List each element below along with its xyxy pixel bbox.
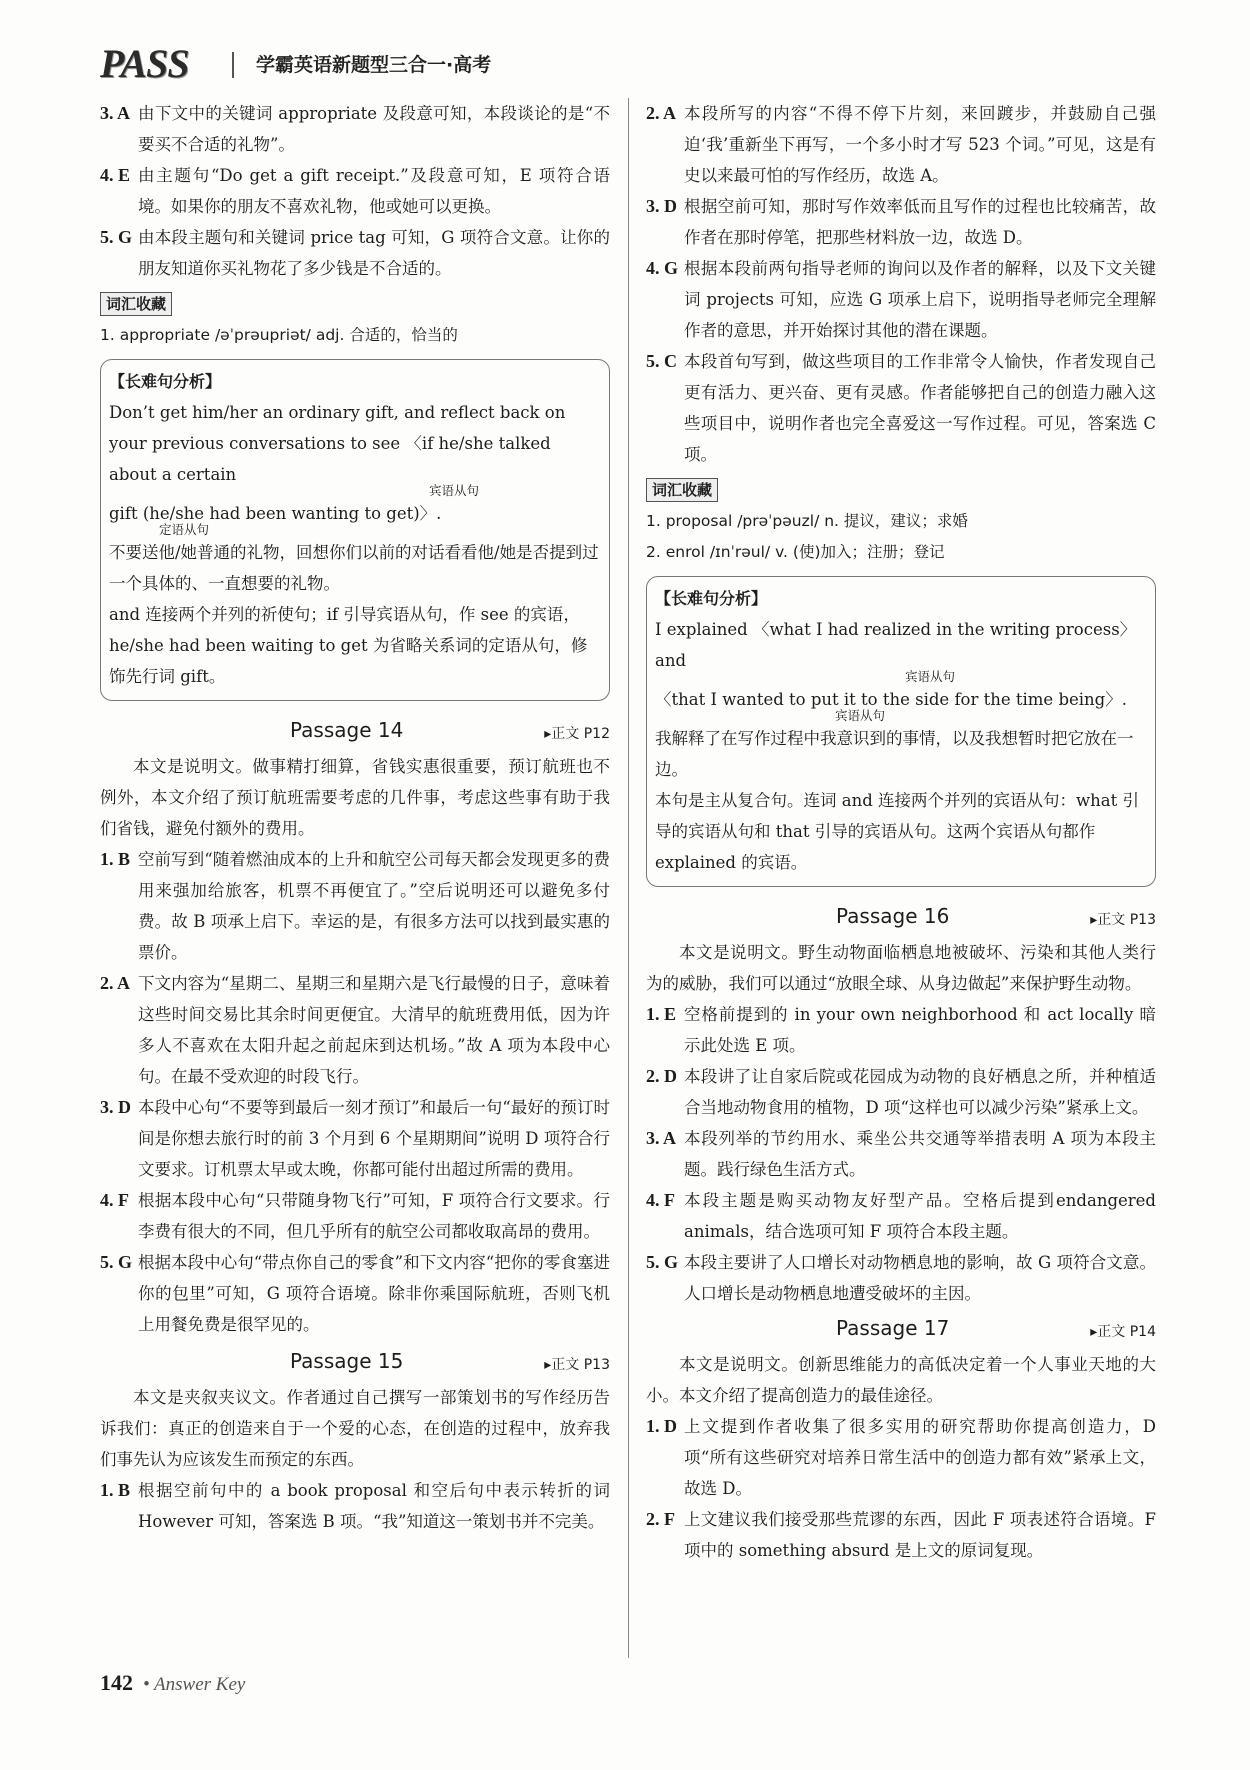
answer-item: 2. A 下文内容为“星期二、星期三和星期六是飞行最慢的日子，意味着这些时间交易比其余时间更便宜。大清早的航班费用低，因为许多人不喜欢在太阳升起之前起床到达机场。”故 A 项为本段中心句。在最不受欢迎的时段飞行。 <box>100 973 610 1086</box>
sentence-line: gift (he/she had been wanting to get)〉. <box>109 504 442 523</box>
sentence-line: 〈that I wanted to put it to the side for the time being〉. <box>655 690 1127 709</box>
passage-ref: ▸正文 P13 <box>544 1357 610 1373</box>
answer-item: 1. B 空前写到“随着燃油成本的上升和航空公司每天都会发现更多的费用来强加给旅客，机票不再便宜了。”空后说明还可以避免多付费。故 B 项承上启下。幸运的是，有很多方法可以找到最实惠的票价。 <box>100 849 610 962</box>
answer-item: 3. A 由下文中的关键词 appropriate 及段意可知，本段谈论的是“不要买不合适的礼物”。 <box>100 103 610 154</box>
answer-item: 1. D 上文提到作者收集了很多实用的研究帮助你提高创造力，D 项“所有这些研究对培养日常生活中的创造力都有效”紧承上文，故选 D。 <box>646 1416 1156 1498</box>
clause-note: 定语从句 <box>159 522 210 537</box>
translation: 不要送他/她普通的礼物，回想你们以前的对话看看他/她是否提到过一个具体的、一直想要的礼物。 <box>109 543 599 593</box>
sentence-analysis-box <box>646 576 1156 887</box>
translation: 我解释了在写作过程中我意识到的事情，以及我想暂时把它放在一边。 <box>655 729 1134 779</box>
answer-item: 4. G 根据本段前两句指导老师的询问以及作者的解释，以及下文关键词 projects 可知，应选 G 项承上启下，说明指导老师完全理解作者的意思，并开始探讨其他的潜在课题。 <box>646 258 1156 340</box>
answer-item: 3. A 本段列举的节约用水、乘坐公共交通等举措表明 A 项为本段主题。践行绿色生活方式。 <box>646 1128 1156 1179</box>
answer-item: 4. F 根据本段中心句“只带随身物飞行”可知，F 项符合行文要求。行李费有很大的不同，但几乎所有的航空公司都收取高昂的费用。 <box>100 1190 610 1241</box>
answer-item: 5. G 根据本段中心句“带点你自己的零食”和下文内容“把你的零食塞进你的包里”可知，G 项符合语境。除非你乘国际航班，否则飞机上用餐免费是很罕见的。 <box>100 1252 610 1334</box>
passage-heading <box>100 711 610 751</box>
answer-item: 3. D 本段中心句“不要等到最后一刻才预订”和最后一句“最好的预订时间是你想去旅行时的前 3 个月到 6 个星期期间”说明 D 项符合行文要求。订机票太早或太晚，你都可能付出超过所需的费用。 <box>100 1097 610 1179</box>
passage-title: Passage 14 <box>290 718 404 742</box>
passage-intro: 本文是说明文。做事精打细算，省钱实惠很重要，预订航班也不例外，本文介绍了预订航班需要考虑的几件事，考虑这些事有助于我们省钱，避免付额外的费用。 <box>100 757 610 838</box>
passage-heading <box>646 897 1156 937</box>
page-number: 142 <box>100 1670 133 1695</box>
passage-heading <box>646 1309 1156 1349</box>
vocab-entry: 2. enrol /ɪnˈrəul/ v. (使)加入；注册；登记 <box>646 543 945 561</box>
passage-ref: ▸正文 P12 <box>544 726 610 742</box>
passage-title: Passage 17 <box>836 1316 950 1340</box>
page-header <box>100 40 1160 90</box>
passage-ref: ▸正文 P14 <box>1090 1324 1156 1340</box>
vocab-entry: 1. proposal /prəˈpəuzl/ n. 提议，建议；求婚 <box>646 512 968 530</box>
sentence-line: Don’t get him/her an ordinary gift, and reflect back on your previous conversations to see 〈if he/she talked about a certain <box>109 403 566 484</box>
answer-item: 2. D 本段讲了让自家后院或花园成为动物的良好栖息之所，并种植适合当地动物食用的植物，D 项“这样也可以减少污染”紧承上文。 <box>646 1066 1156 1117</box>
answer-item: 2. A 本段所写的内容“不得不停下片刻，来回踱步，并鼓励自己强迫‘我’重新坐下再写，一个多小时才写 523 个词。”可见，这是有史以来最可怕的写作经历，故选 A。 <box>646 103 1156 185</box>
analysis: and 连接两个并列的祈使句；if 引导宾语从句，作 see 的宾语，he/she had been waiting to get 为省略关系词的定语从句，修饰先行词 gift。 <box>109 605 588 686</box>
answer-item: 3. D 根据空前可知，那时写作效率低而且写作的过程也比较痛苦，故作者在那时停笔，把那些材料放一边，故选 D。 <box>646 196 1156 247</box>
left-column <box>100 98 610 1537</box>
answer-item: 5. G 本段主要讲了人口增长对动物栖息地的影响，故 G 项符合文意。人口增长是动物栖息地遭受破坏的主因。 <box>646 1252 1156 1303</box>
answer-item: 4. E 由主题句“Do get a gift receipt.”及段意可知，E 项符合语境。如果你的朋友不喜欢礼物，他或她可以更换。 <box>100 165 610 216</box>
column-divider <box>628 98 629 1658</box>
vocab-entry: 1. appropriate /əˈprəupriət/ adj. 合适的，恰当的 <box>100 326 458 344</box>
answer-item: 5. G 由本段主题句和关键词 price tag 可知，G 项符合文意。让你的朋友知道你买礼物花了多少钱是不合适的。 <box>100 227 610 278</box>
footer-label: • Answer Key <box>143 1674 246 1695</box>
passage-ref: ▸正文 P13 <box>1090 912 1156 928</box>
answer-item: 1. E 空格前提到的 in your own neighborhood 和 act locally 暗示此处选 E 项。 <box>646 1004 1156 1055</box>
vocab-heading: 词汇收藏 <box>646 478 718 502</box>
passage-intro: 本文是夹叙夹议文。作者通过自己撰写一部策划书的写作经历告诉我们：真正的创造来自于一个爱的心态，在创造的过程中，放弃我们事先认为应该发生而预定的东西。 <box>100 1388 610 1469</box>
answer-item: 4. F 本段主题是购买动物友好型产品。空格后提到endangered animals，结合选项可知 F 项符合本段主题。 <box>646 1190 1156 1241</box>
clause-note: 宾语从句 <box>429 483 480 498</box>
answer-item: 5. C 本段首句写到，做这些项目的工作非常令人愉快，作者发现自己更有活力、更兴奋、更有灵感。作者能够把自己的创造力融入这些项目中，说明作者也完全喜爱这一写作过程。可见，答案选 C 项。 <box>646 351 1156 464</box>
passage-intro: 本文是说明文。创新思维能力的高低决定着一个人事业天地的大小。本文介绍了提高创造力的最佳途径。 <box>646 1355 1156 1405</box>
passage-title: Passage 15 <box>290 1349 404 1373</box>
box-heading: 【长难句分析】 <box>109 372 222 391</box>
page-footer <box>100 1670 245 1696</box>
answer-item: 1. B 根据空前句中的 a book proposal 和空后句中表示转折的词 However 可知，答案选 B 项。“我”知道这一策划书并不完美。 <box>100 1480 610 1531</box>
book-title: 学霸英语新题型三合一·高考 <box>256 54 492 76</box>
clause-note: 宾语从句 <box>905 669 956 684</box>
passage-intro: 本文是说明文。野生动物面临栖息地被破坏、污染和其他人类行为的威胁，我们可以通过“放眼全球、从身边做起”来保护野生动物。 <box>646 943 1156 993</box>
clause-note: 宾语从句 <box>835 708 886 723</box>
analysis: 本句是主从复合句。连词 and 连接两个并列的宾语从句：what 引导的宾语从句和 that 引导的宾语从句。这两个宾语从句都作 explained 的宾语。 <box>655 791 1139 872</box>
passage-title: Passage 16 <box>836 904 950 928</box>
answer-item: 2. F 上文建议我们接受那些荒谬的东西，因此 F 项表述符合语境。F 项中的 something absurd 是上文的原词复现。 <box>646 1509 1156 1560</box>
passage-heading <box>100 1342 610 1382</box>
right-column <box>646 98 1156 1566</box>
sentence-line: I explained 〈what I had realized in the writing process〉 and <box>655 620 1137 670</box>
vocab-heading: 词汇收藏 <box>100 292 172 316</box>
box-heading: 【长难句分析】 <box>655 589 768 608</box>
header-divider <box>232 52 234 78</box>
sentence-analysis-box <box>100 359 610 701</box>
pass-logo: PASS <box>100 41 189 86</box>
